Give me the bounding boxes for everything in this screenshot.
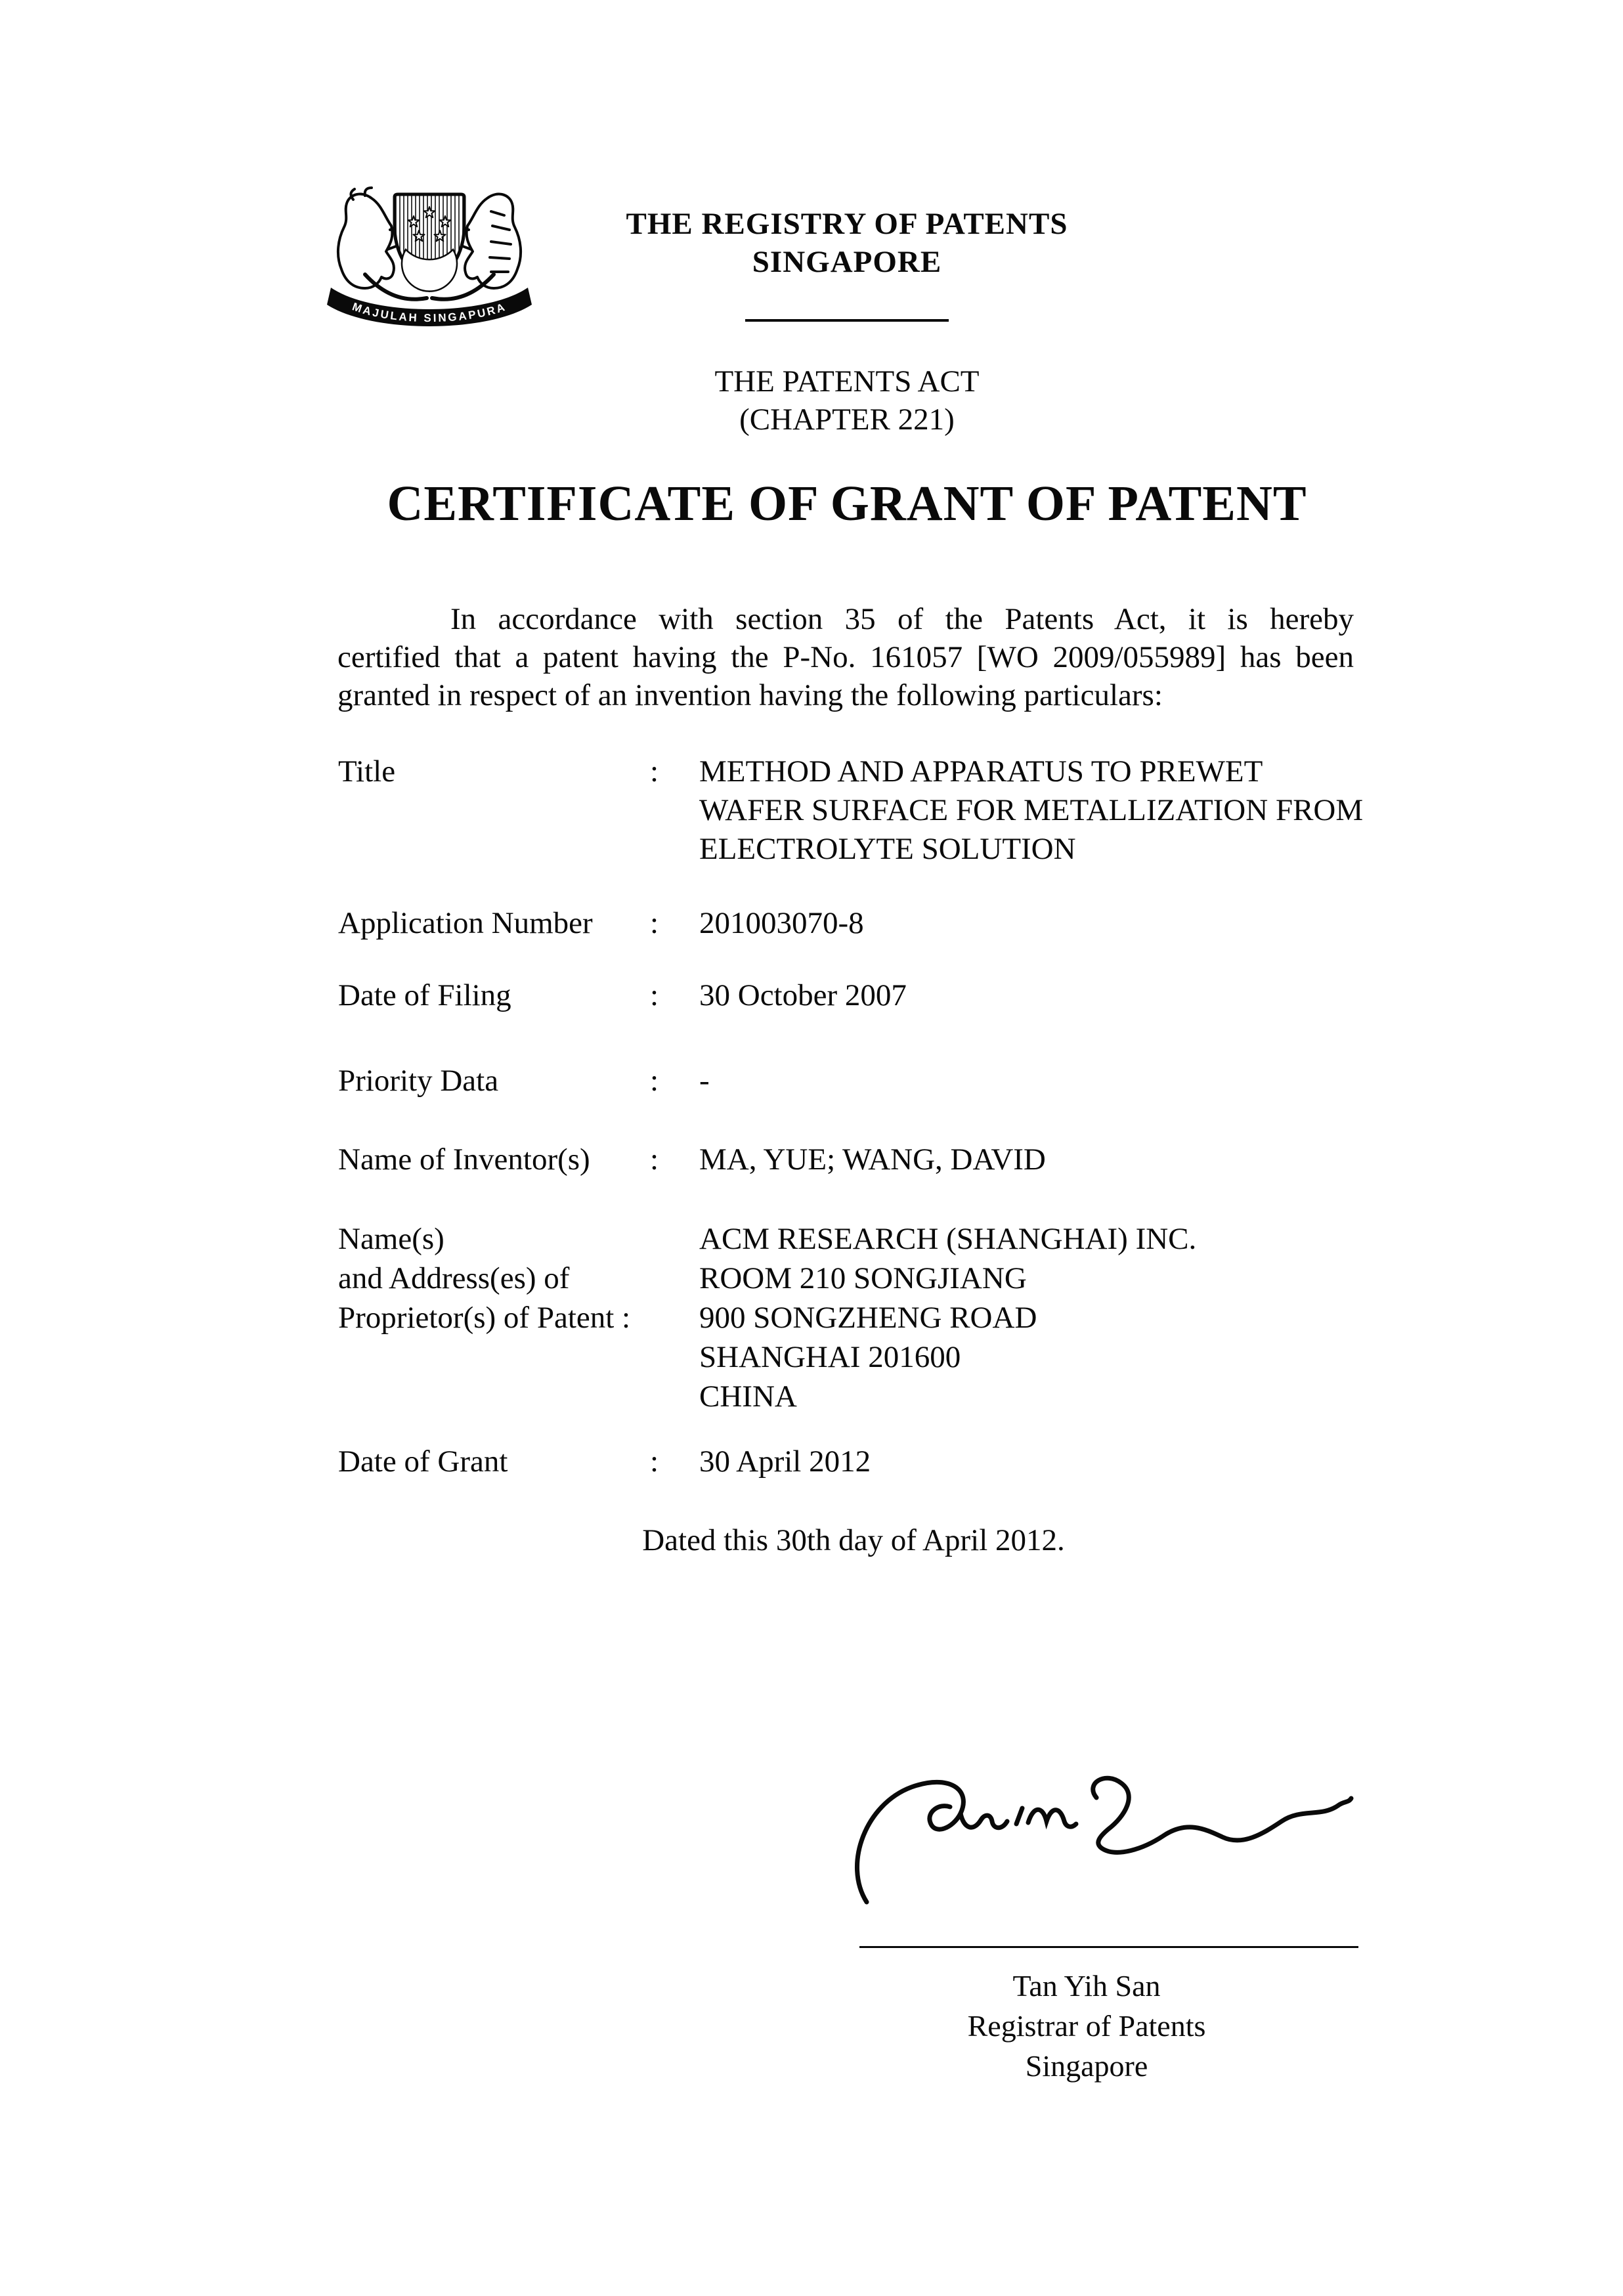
field-title-value-line3: ELECTROLYTE SOLUTION <box>699 832 1076 866</box>
dated-line: Dated this 30th day of April 2012. <box>642 1523 1065 1557</box>
field-inventors-value: MA, YUE; WANG, DAVID <box>699 1142 1046 1177</box>
proprietor-address-line1: ROOM 210 SONGJIANG <box>699 1261 1027 1295</box>
signatory-block <box>824 1966 1349 2086</box>
field-application-number-value: 201003070-8 <box>699 906 864 940</box>
field-date-of-grant <box>338 1442 1454 1481</box>
field-title-value-line1: METHOD AND APPARATUS TO PREWET <box>699 754 1263 789</box>
registrar-signature-icon <box>847 1754 1366 1938</box>
field-date-of-filing <box>338 976 1454 1015</box>
field-proprietor-label-line1: Name(s) <box>338 1222 444 1256</box>
field-date-of-grant-value: 30 April 2012 <box>699 1444 871 1479</box>
field-proprietor <box>338 1219 1454 1416</box>
act-line1: THE PATENTS ACT <box>714 364 980 399</box>
field-inventors-colon: : <box>650 1142 659 1177</box>
field-title <box>338 752 1454 869</box>
field-application-number-colon: : <box>650 906 659 940</box>
signatory-name: Tan Yih San <box>1012 1969 1161 2003</box>
patents-act-header <box>355 362 1339 439</box>
signature-divider <box>859 1946 1358 1948</box>
registry-header <box>355 205 1339 281</box>
field-title-value-line2: WAFER SURFACE FOR METALLIZATION FROM <box>699 793 1364 827</box>
field-application-number <box>338 904 1454 943</box>
proprietor-address-line2: 900 SONGZHENG ROAD <box>699 1301 1037 1335</box>
field-date-of-grant-colon: : <box>650 1444 659 1479</box>
field-title-label: Title <box>338 754 396 789</box>
field-inventors-label: Name of Inventor(s) <box>338 1142 590 1177</box>
intro-line2: certified that a patent having the P-No. 161057 [WO 2009/055989] has been <box>337 640 1354 674</box>
crest-motto: MAJULAH SINGAPURA <box>351 300 508 325</box>
header-divider <box>745 319 949 322</box>
intro-line3: granted in respect of an invention having the following particulars: <box>337 678 1163 712</box>
field-priority-data-value: - <box>699 1064 710 1098</box>
proprietor-address-line3: SHANGHAI 201600 <box>699 1340 961 1374</box>
proprietor-address-line4: CHINA <box>699 1379 797 1414</box>
field-inventors <box>338 1140 1454 1179</box>
field-date-of-filing-label: Date of Filing <box>338 978 511 1012</box>
intro-line1: In accordance with section 35 of the Patents Act, it is hereby <box>450 602 1354 636</box>
field-proprietor-colon-spacer <box>650 1219 699 1416</box>
field-date-of-filing-colon: : <box>650 978 659 1012</box>
field-priority-data <box>338 1062 1454 1100</box>
document-title: CERTIFICATE OF GRANT OF PATENT <box>387 476 1307 531</box>
signatory-title: Registrar of Patents <box>967 2009 1206 2043</box>
field-title-colon: : <box>650 754 659 789</box>
proprietor-name: ACM RESEARCH (SHANGHAI) INC. <box>699 1222 1197 1256</box>
field-proprietor-label-line2: and Address(es) of <box>338 1261 570 1295</box>
field-title-value <box>699 752 1454 869</box>
field-date-of-grant-label: Date of Grant <box>338 1444 508 1479</box>
field-proprietor-label-line3: Proprietor(s) of Patent : <box>338 1301 631 1335</box>
field-proprietor-label <box>338 1219 650 1416</box>
field-date-of-filing-value: 30 October 2007 <box>699 978 907 1012</box>
signatory-place: Singapore <box>1025 2049 1148 2083</box>
registry-line1: THE REGISTRY OF PATENTS <box>626 207 1068 241</box>
field-priority-data-label: Priority Data <box>338 1064 499 1098</box>
intro-paragraph <box>337 600 1354 714</box>
act-line2: (CHAPTER 221) <box>739 402 955 437</box>
field-application-number-label: Application Number <box>338 906 593 940</box>
field-proprietor-value <box>699 1219 1454 1416</box>
registry-line2: SINGAPORE <box>752 245 942 279</box>
field-priority-data-colon: : <box>650 1064 659 1098</box>
